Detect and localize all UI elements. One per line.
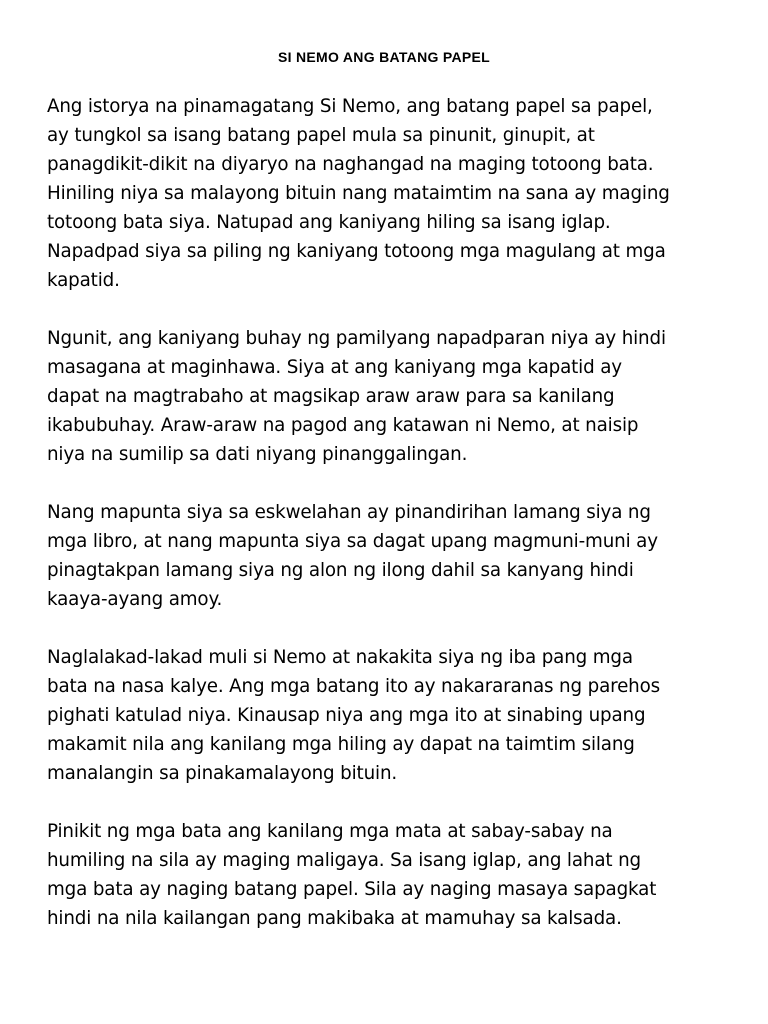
- text-line: ay tungkol sa isang batang papel mula sa pinunit, ginupit, at: [47, 125, 595, 146]
- text-line: panagdikit-dikit na diyaryo na naghangad na maging totoong bata.: [47, 154, 654, 175]
- text-line: manalangin sa pinakamalayong bituin.: [47, 763, 398, 784]
- text-line: ikabubuhay. Araw-araw na pagod ang katawan ni Nemo, at naisip: [47, 415, 639, 436]
- text-line: masagana at maginhawa. Siya at ang kaniyang mga kapatid ay: [47, 357, 622, 378]
- paragraph-2: [47, 324, 727, 469]
- text-line: Pinikit ng mga bata ang kanilang mga mata at sabay-sabay na: [47, 821, 613, 842]
- text-line: dapat na magtrabaho at magsikap araw araw para sa kanilang: [47, 386, 615, 407]
- text-line: pinagtakpan lamang siya ng alon ng ilong dahil sa kanyang hindi: [47, 560, 634, 581]
- text-line: mga libro, at nang mapunta siya sa dagat upang magmuni-muni ay: [47, 531, 658, 552]
- text-line: mga bata ay naging batang papel. Sila ay naging masaya sapagkat: [47, 879, 657, 900]
- paragraph-3: [47, 498, 727, 614]
- text-line: hindi na nila kailangan pang makibaka at mamuhay sa kalsada.: [47, 908, 622, 929]
- text-line: Naglalakad-lakad muli si Nemo at nakakita siya ng iba pang mga: [47, 647, 633, 668]
- text-line: bata na nasa kalye. Ang mga batang ito ay nakararanas ng parehos: [47, 676, 661, 697]
- paragraph-4: [47, 643, 727, 788]
- document-body: [47, 92, 727, 962]
- text-line: makamit nila ang kanilang mga hiling ay dapat na taimtim silang: [47, 734, 635, 755]
- text-line: Napadpad siya sa piling ng kaniyang totoong mga magulang at mga: [47, 241, 666, 262]
- text-line: humiling na sila ay maging maligaya. Sa isang iglap, ang lahat ng: [47, 850, 641, 871]
- text-line: pighati katulad niya. Kinausap niya ang mga ito at sinabing upang: [47, 705, 646, 726]
- paragraph-1: [47, 92, 727, 295]
- text-line: Nang mapunta siya sa eskwelahan ay pinandirihan lamang siya ng: [47, 502, 651, 523]
- text-line: kaaya-ayang amoy.: [47, 589, 223, 610]
- text-line: kapatid.: [47, 270, 120, 291]
- text-line: Ang istorya na pinamagatang Si Nemo, ang batang papel sa papel,: [47, 96, 653, 117]
- text-line: totoong bata siya. Natupad ang kaniyang hiling sa isang iglap.: [47, 212, 611, 233]
- paragraph-5: [47, 817, 727, 933]
- document-title: SI NEMO ANG BATANG PAPEL: [277, 49, 491, 65]
- text-line: Ngunit, ang kaniyang buhay ng pamilyang napadparan niya ay hindi: [47, 328, 666, 349]
- text-line: niya na sumilip sa dati niyang pinanggalingan.: [47, 444, 468, 465]
- text-line: Hiniling niya sa malayong bituin nang mataimtim na sana ay maging: [47, 183, 670, 204]
